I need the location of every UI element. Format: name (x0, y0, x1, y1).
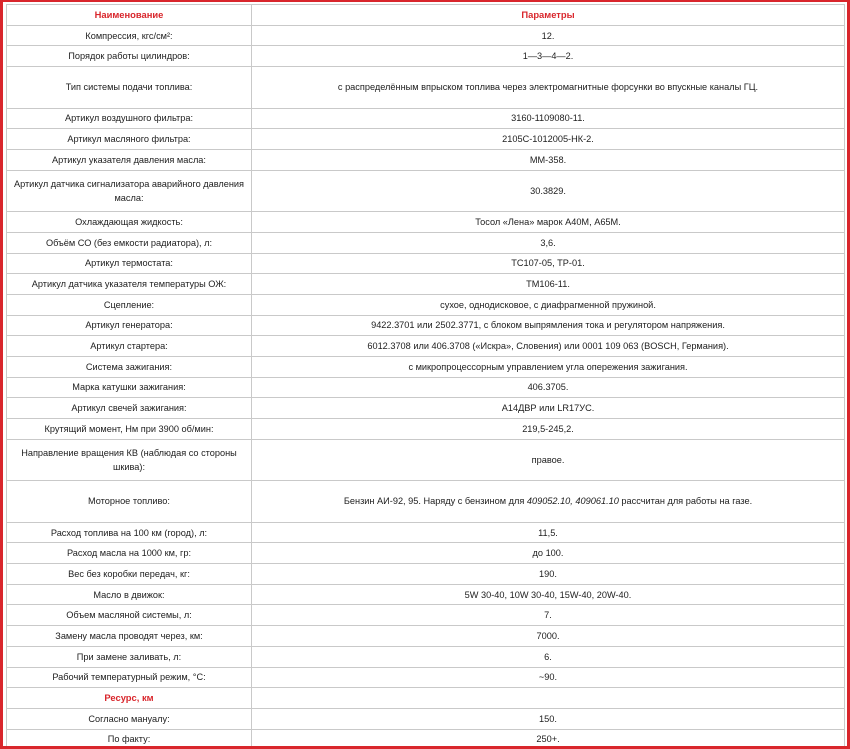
row-value: правое. (252, 439, 845, 481)
row-name: Крутящий момент, Нм при 3900 об/мин: (7, 419, 252, 440)
row-value: 3,6. (252, 232, 845, 253)
row-name: Порядок работы цилиндров: (7, 46, 252, 67)
row-name: Артикул свечей зажигания: (7, 398, 252, 419)
row-value: 9422.3701 или 2502.3771, с блоком выпрямления тока и регулятором напряжения. (252, 315, 845, 336)
table-row (7, 149, 845, 170)
row-name: Рабочий температурный режим, °С: (7, 667, 252, 688)
row-name: Направление вращения КВ (наблюдая со стороны шкива): (7, 439, 252, 481)
row-value: 6. (252, 646, 845, 667)
row-name: Моторное топливо: (7, 481, 252, 523)
row-value: 11,5. (252, 522, 845, 543)
table-row (7, 25, 845, 46)
table-row (7, 564, 845, 585)
row-name: Охлаждающая жидкость: (7, 212, 252, 233)
table-header-row (7, 5, 845, 26)
row-value: до 100. (252, 543, 845, 564)
row-value: ~90. (252, 667, 845, 688)
row-name: Объём СО (без емкости радиатора), л: (7, 232, 252, 253)
row-value: 1—3—4—2. (252, 46, 845, 67)
fuel-model-1: 409052.10, (526, 496, 573, 507)
resource-empty-cell (252, 688, 845, 709)
resource-title: Ресурс, км (7, 688, 252, 709)
row-name: Согласно мануалу: (7, 708, 252, 729)
fuel-text-part: рассчитан для работы на газе. (618, 496, 753, 507)
table-row (7, 129, 845, 150)
row-name: Марка катушки зажигания: (7, 377, 252, 398)
row-name: Артикул генератора: (7, 315, 252, 336)
row-value: 190. (252, 564, 845, 585)
row-name: Система зажигания: (7, 356, 252, 377)
table-row (7, 522, 845, 543)
table-row (7, 419, 845, 440)
row-value: 3160-1109080-11. (252, 108, 845, 129)
row-value-text: с распределённым впрыском топлива через электромагнитные форсунки во впускные каналы ГЦ. (337, 82, 759, 93)
row-value: 6012.3708 или 406.3708 («Искра», Словения) или 0001 109 063 (BOSCH, Германия). (252, 336, 845, 357)
table-row (7, 543, 845, 564)
table-row (7, 232, 845, 253)
row-value: 2105С-1012005-НК-2. (252, 129, 845, 150)
row-name: Масло в движок: (7, 584, 252, 605)
row-name: Вес без коробки передач, кг: (7, 564, 252, 585)
row-value: 30.3829. (252, 170, 845, 212)
table-row (7, 377, 845, 398)
table-row (7, 274, 845, 295)
table-row (7, 729, 845, 749)
table-row (7, 253, 845, 274)
table-row (7, 356, 845, 377)
table-row (7, 398, 845, 419)
row-value: 7. (252, 605, 845, 626)
row-name: Артикул стартера: (7, 336, 252, 357)
row-name: Артикул воздушного фильтра: (7, 108, 252, 129)
row-value: А14ДВР или LR17УС. (252, 398, 845, 419)
table-row (7, 336, 845, 357)
table-row (7, 212, 845, 233)
row-name: Объем масляной системы, л: (7, 605, 252, 626)
table-row (7, 584, 845, 605)
row-value: ММ-358. (252, 149, 845, 170)
table-row-fuel (7, 481, 845, 523)
row-value: с микропроцессорным управлением угла опережения зажигания. (252, 356, 845, 377)
header-name: Наименование (7, 5, 252, 26)
row-value: 406.3705. (252, 377, 845, 398)
row-name: Компрессия, кгс/см²: (7, 25, 252, 46)
row-value: 7000. (252, 626, 845, 647)
resource-header-row (7, 688, 845, 709)
row-name: Тип системы подачи топлива: (7, 67, 252, 109)
row-name: Сцепление: (7, 294, 252, 315)
table-row (7, 294, 845, 315)
engine-specs-table (6, 4, 845, 749)
row-name: Артикул указателя давления масла: (7, 149, 252, 170)
row-value: 5W 30-40, 10W 30-40, 15W-40, 20W-40. (252, 584, 845, 605)
row-value: ТС107-05, ТР-01. (252, 253, 845, 274)
table-row (7, 708, 845, 729)
row-name: При замене заливать, л: (7, 646, 252, 667)
row-name: Артикул масляного фильтра: (7, 129, 252, 150)
row-value: 12. (252, 25, 845, 46)
row-value (252, 67, 845, 109)
row-value: 150. (252, 708, 845, 729)
table-row (7, 605, 845, 626)
fuel-text-part: Бензин АИ-92, 95. Наряду с бензином для (343, 496, 527, 507)
row-name: Замену масла проводят через, км: (7, 626, 252, 647)
row-name: Артикул датчика сигнализатора аварийного давления масла: (7, 170, 252, 212)
row-value: сухое, однодисковое, с диафрагменной пружиной. (252, 294, 845, 315)
table-row (7, 170, 845, 212)
table-row (7, 108, 845, 129)
row-value (252, 481, 845, 523)
row-name: Артикул датчика указателя температуры ОЖ: (7, 274, 252, 295)
row-name: Расход масла на 1000 км, гр: (7, 543, 252, 564)
table-row (7, 315, 845, 336)
table-row (7, 46, 845, 67)
row-name: Расход топлива на 100 км (город), л: (7, 522, 252, 543)
table-row (7, 646, 845, 667)
table-row (7, 626, 845, 647)
row-value: 250+. (252, 729, 845, 749)
header-params: Параметры (252, 5, 845, 26)
table-row (7, 667, 845, 688)
row-name: По факту: (7, 729, 252, 749)
row-value: Тосол «Лена» марок А40М, А65М. (252, 212, 845, 233)
table-row (7, 67, 845, 109)
fuel-model-2: 409061.10 (575, 496, 619, 507)
row-value: 219,5-245,2. (252, 419, 845, 440)
row-name: Артикул термостата: (7, 253, 252, 274)
table-row (7, 439, 845, 481)
fuel-value-text (344, 494, 752, 508)
row-value: ТМ106-11. (252, 274, 845, 295)
